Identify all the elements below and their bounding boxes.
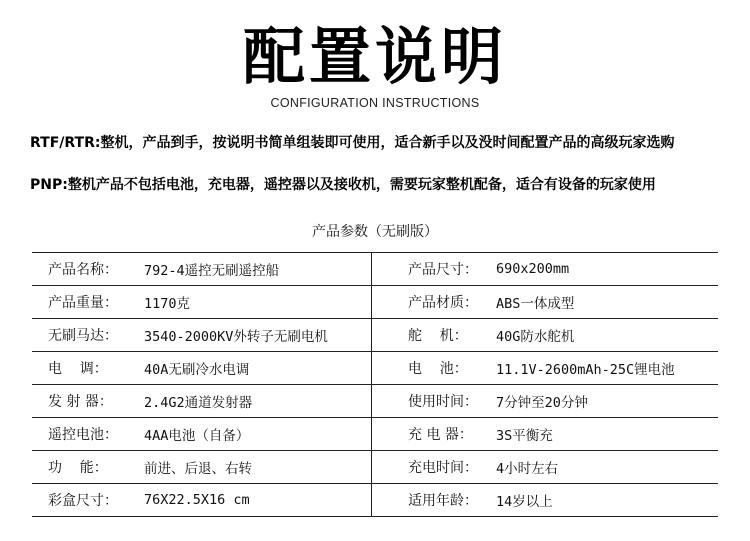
spec-value: 11.1V-2600mAh-25C锂电池: [496, 362, 675, 378]
spec-label: 舵 机：: [408, 328, 468, 344]
spec-value: 76X22.5X16 cm: [144, 492, 250, 508]
spec-label: 使用时间：: [408, 394, 478, 410]
spec-value: 前进、后退、右转: [144, 461, 252, 477]
rtf-description: RTF/RTR:整机，产品到手，按说明书简单组装即可使用，适合新手以及没时间配置产品的高级玩家选购: [30, 135, 675, 151]
spec-label: 功 能：: [48, 460, 108, 476]
spec-label: 产品材质：: [408, 295, 478, 311]
table-row: [32, 451, 718, 484]
spec-cell: [32, 418, 372, 450]
spec-label: 发 射 器：: [48, 394, 113, 410]
spec-label: 产品名称：: [48, 262, 118, 278]
spec-cell: [32, 286, 372, 318]
spec-cell: [372, 451, 718, 483]
spec-cell: [32, 451, 372, 483]
spec-value: 40G防水舵机: [496, 329, 575, 345]
spec-cell: [32, 319, 372, 351]
table-row: [32, 484, 718, 517]
table-row: [32, 418, 718, 451]
spec-value: 792-4遥控无刷遥控船: [144, 263, 280, 279]
table-row: [32, 352, 718, 385]
spec-value: 14岁以上: [496, 494, 553, 510]
page-title: 配置说明: [242, 20, 507, 93]
spec-cell: [372, 319, 718, 351]
spec-cell: [372, 484, 718, 516]
spec-value: 7分钟至20分钟: [496, 395, 588, 411]
spec-value: 4小时左右: [496, 461, 559, 477]
spec-value: 690x200mm: [496, 261, 570, 277]
spec-label: 电 池：: [408, 361, 468, 377]
spec-cell: [372, 385, 718, 417]
spec-label: 遥控电池：: [48, 427, 118, 443]
spec-value: 1170克: [144, 296, 191, 312]
spec-value: ABS一体成型: [496, 296, 575, 312]
spec-label: 产品重量：: [48, 295, 118, 311]
spec-label: 充 电 器：: [408, 427, 473, 443]
table-row: [32, 286, 718, 319]
table-row: [32, 319, 718, 352]
spec-value: 3540-2000KV外转子无刷电机: [144, 329, 328, 345]
page-subtitle: CONFIGURATION INSTRUCTIONS: [270, 96, 480, 110]
spec-cell: [372, 253, 718, 285]
table-row: [32, 253, 718, 286]
spec-cell: [372, 418, 718, 450]
spec-cell: [32, 253, 372, 285]
spec-label: 产品尺寸：: [408, 262, 478, 278]
spec-label: 电 调：: [48, 361, 108, 377]
spec-cell: [32, 385, 372, 417]
spec-value: 2.4G2通道发射器: [144, 395, 253, 411]
spec-cell: [372, 352, 718, 384]
spec-cell: [32, 352, 372, 384]
spec-value: 4AA电池（自备）: [144, 428, 250, 444]
spec-label: 彩盒尺寸：: [48, 493, 118, 509]
spec-label: 适用年龄：: [408, 493, 478, 509]
spec-table: [32, 252, 718, 517]
table-row: [32, 385, 718, 418]
spec-value: 40A无刷冷水电调: [144, 362, 250, 378]
spec-cell: [32, 484, 372, 516]
spec-label: 充电时间：: [408, 460, 478, 476]
spec-value: 3S平衡充: [496, 428, 553, 444]
table-title: 产品参数（无刷版）: [312, 224, 438, 240]
pnp-description: PNP:整机产品不包括电池，充电器，遥控器以及接收机，需要玩家整机配备，适合有设备的玩家使用: [30, 177, 656, 193]
spec-cell: [372, 286, 718, 318]
spec-label: 无刷马达：: [48, 328, 118, 344]
